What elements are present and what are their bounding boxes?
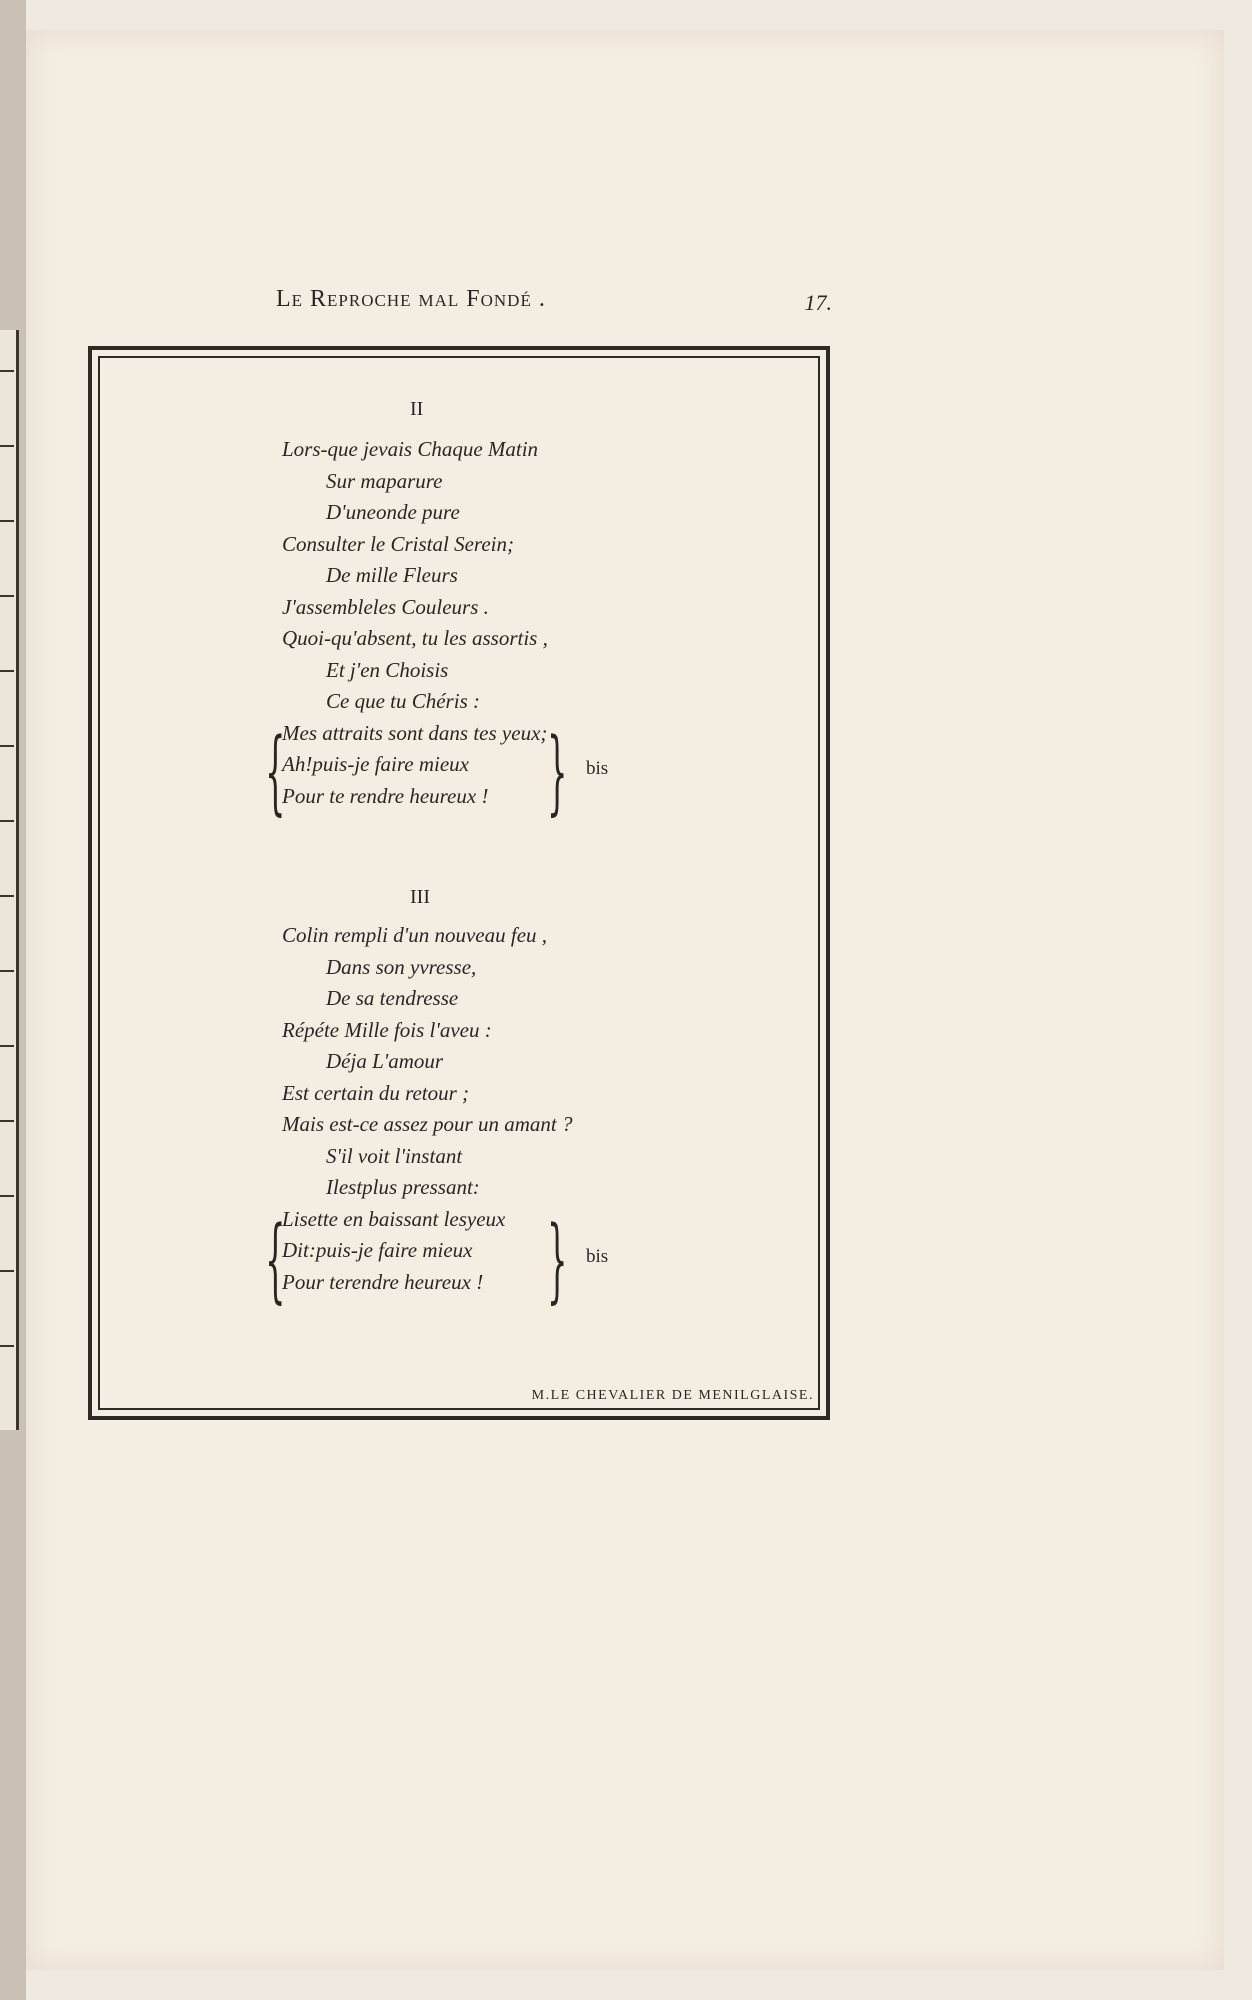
verse-line: Ce que tu Chéris : xyxy=(326,689,480,713)
previous-page-mark xyxy=(0,370,14,372)
previous-page-mark xyxy=(0,745,14,747)
refrain-brace-left-2: { xyxy=(265,718,286,825)
refrain-brace-right-3: } xyxy=(547,1206,568,1313)
previous-page-mark xyxy=(0,1345,14,1347)
previous-page-mark xyxy=(0,820,14,822)
verse-line: Ah!puis-je faire mieux xyxy=(282,752,470,776)
verse-line: Répéte Mille fois l'aveu : xyxy=(282,1017,492,1042)
refrain-mark-2: bis xyxy=(586,758,609,779)
verse-line: Lisette en baissant lesyeux xyxy=(282,1206,506,1231)
verse-line: De mille Fleurs xyxy=(326,563,458,587)
previous-page-mark xyxy=(0,670,14,672)
verse-line: S'il voit l'instant xyxy=(326,1143,463,1168)
verse-line: Déja L'amour xyxy=(326,1049,444,1073)
verse-line: Ilestplus pressant: xyxy=(326,1175,480,1199)
stanza-2 xyxy=(282,434,548,812)
previous-page-mark xyxy=(0,970,14,972)
refrain-brace-right-2: } xyxy=(547,718,568,825)
previous-page-edge xyxy=(0,330,19,1430)
author-credit: M.LE CHEVALIER DE MENILGLAISE. xyxy=(531,1388,814,1403)
stanza-numeral-3: III xyxy=(410,886,430,908)
verse-line: Quoi-qu'absent, tu les assortis , xyxy=(282,626,548,650)
previous-page-mark xyxy=(0,520,14,522)
page-number: 17. xyxy=(804,290,832,315)
verse-line: Dans son yvresse, xyxy=(326,954,477,979)
verse-line: D'uneonde pure xyxy=(326,500,460,524)
song-title: Le Reproche mal Fondé . xyxy=(276,286,546,312)
previous-page-mark xyxy=(0,1045,14,1047)
previous-page-mark xyxy=(0,445,14,447)
previous-page-mark xyxy=(0,895,14,897)
verse-line: Mes attraits sont dans tes yeux; xyxy=(282,720,548,745)
refrain-mark-3: bis xyxy=(586,1246,609,1267)
previous-page-mark xyxy=(0,1270,14,1272)
verse-line: Mais est-ce assez pour un amant ? xyxy=(282,1112,573,1136)
stanza-3 xyxy=(282,920,572,1298)
verse-line: Sur maparure xyxy=(326,468,443,493)
verse-line: J'assembleles Couleurs . xyxy=(282,594,489,619)
previous-page-mark xyxy=(0,595,14,597)
refrain-brace-left-3: { xyxy=(265,1206,286,1313)
verse-line: De sa tendresse xyxy=(326,986,459,1010)
previous-page-mark xyxy=(0,1195,14,1197)
previous-page-mark xyxy=(0,1120,14,1122)
verse-line: Est certain du retour ; xyxy=(282,1080,470,1105)
verse-line: Dit:puis-je faire mieux xyxy=(282,1238,473,1262)
page-header xyxy=(250,278,840,328)
stanza-numeral-2: II xyxy=(410,398,424,420)
verse-line: Pour terendre heureux ! xyxy=(282,1269,484,1294)
verse-line: Pour te rendre heureux ! xyxy=(282,783,489,808)
verse-frame xyxy=(88,346,830,1420)
verse-line: Et j'en Choisis xyxy=(326,657,449,682)
verse-line: Consulter le Cristal Serein; xyxy=(282,531,514,556)
verse-line: Colin rempli d'un nouveau feu , xyxy=(282,923,548,947)
verse-line: Lors-que jevais Chaque Matin xyxy=(282,437,539,461)
